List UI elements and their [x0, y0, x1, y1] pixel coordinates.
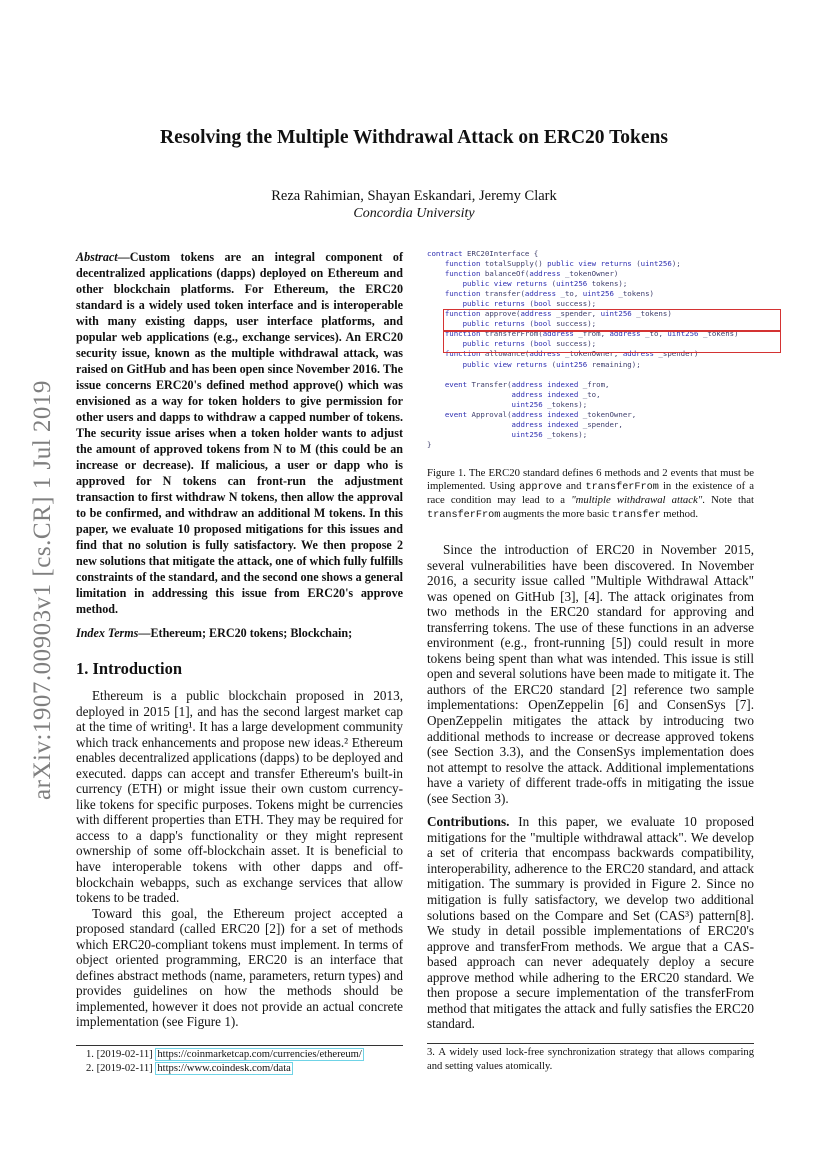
code-line: event Approval(address indexed _tokenOwner,: [444, 409, 637, 419]
paper-title: Resolving the Multiple Withdrawal Attack on ERC20 Tokens: [160, 127, 668, 148]
affiliation: Concordia University: [353, 206, 475, 221]
code-line: public returns (bool success);: [462, 299, 597, 309]
footnote-2: 2. [2019-02-11] https://www.coindesk.com/data: [86, 1063, 291, 1074]
contributions-paragraph: Contributions. In this paper, we evaluate 10 proposed mitigations for the "multiple withdrawal attack". We develop a set of criteria that encompass backwards compatibility, interoperability, adherence to the ERC20 standard, and attack mitigation. The summary is provided in Figure 2. Since no mitigation is fully satisfactory, we develop two additional solutions based on the Compare and Set (CAS³) pattern[8]. We study in detail possible implementations of ERC20's approve and transferFrom methods. We argue that a CAS-based approach can never adequately deploy a secure approve method while adhering to the ERC20 standard. We then propose a secure implementation of the transferFrom method that mitigates the attack and fully satisfies the ERC20 standard.: [427, 814, 755, 1032]
right-column-body: [427, 542, 754, 1032]
code-line: [427, 370, 757, 380]
index-terms-text: —Ethereum; ERC20 tokens; Blockchain;: [138, 626, 353, 640]
code-line: address indexed _to,: [511, 389, 601, 399]
contributions-label: Contributions.: [427, 814, 510, 830]
code-line: }: [427, 439, 432, 449]
code-line: public returns (bool success);: [462, 319, 597, 329]
footnote-link[interactable]: https://coinmarketcap.com/currencies/ethereum/: [157, 1049, 362, 1060]
abstract-text: —Custom tokens are an integral component of decentralized applications (dapps) deployed on Ethereum and other blockchain platforms. For Ethereum, the ERC20 standard is a widely used token interface and is interoperable with many existing dapps, user interface platforms, and popular web applications (e.g., exchange services). An ERC20 security issue, known as the multiple withdrawal attack, was raised on GitHub and has been open since November 2016. The issue concerns ERC20's defined method approve() which was envisioned as a way for token holders to give permission for other users and dapps to withdraw a capped number of tokens. The security issue arises when a token holder wants to adjust the amount of approved tokens from N to M (this could be an increase or decrease). If malicious, a user or dapp who is approved for N tokens can front-run the adjustment transaction to first withdraw N tokens, then allow the approval to be confirmed, and withdraw an additional M tokens. In this paper, we evaluate 10 proposed mitigations for this issues and find that no solution is fully satisfactory. We then propose 2 new solutions that mitigate the attack, one of which fully fulfills constraints of the standard, and the second one shows a general limitation in addressing this issue from ERC20's approve method.: [76, 250, 403, 616]
introduction-body: [76, 688, 403, 1030]
footnote-link[interactable]: https://www.coindesk.com/data: [157, 1063, 291, 1074]
code-line: function transferFrom(address _from, address _to, uint256 _tokens): [444, 329, 739, 339]
code-line: function approve(address _spender, uint256 _tokens): [444, 309, 672, 319]
section-heading: 1. Introduction: [76, 659, 183, 678]
code-line: function transfer(address _to, uint256 _tokens): [444, 289, 654, 299]
intro-paragraph-1: Ethereum is a public blockchain proposed in 2013, deployed in 2015 [1], and has the second largest market cap at the time of writing¹. It has a large development community which track enhancements and propose new ideas.² Ethereum enables decentralized applications (dapps) to be deployed and executed. dapps can accept and transfer Ethereum's built-in currency (ETH) or might issue their own custom currency-like tokens for specific purposes. Tokens might be currencies with different properties than ETH. They may be required for access to a dapp's functionality or they might represent ownership of some off-blockchain asset. It is beneficial to have interoperable tokens with other dapps and off-blockchain webapps, such as exchange services that allow tokens to be traded.: [76, 688, 403, 906]
transferfrom-highlight-box: [443, 330, 781, 353]
code-line: contract ERC20Interface {: [427, 249, 539, 258]
code-line: public view returns (uint256 tokens);: [462, 279, 628, 289]
abstract-label: Abstract: [76, 250, 118, 264]
figure-caption: Figure 1. The ERC20 standard defines 6 methods and 2 events that must be implemented. Using approve and transferFrom in the existence of a race condition may lead to a "multiple withdrawal attack". Note that transferFrom augments the more basic transfer method.: [427, 467, 754, 521]
abstract: [76, 249, 403, 617]
code-line: function totalSupply() public view returns (uint256);: [444, 259, 681, 269]
code-line: public returns (bool success);: [462, 339, 597, 349]
footnote-1: 1. [2019-02-11] https://coinmarketcap.com/currencies/ethereum/: [86, 1049, 362, 1060]
code-line: function allowance(address _tokenOwner, address _spender): [444, 349, 699, 359]
index-terms: [76, 626, 403, 642]
code-line: uint256 _tokens);: [511, 429, 588, 439]
code-line: public view returns (uint256 remaining);: [462, 359, 641, 369]
approve-highlight-box: [443, 309, 781, 332]
authors: Reza Rahimian, Shayan Eskandari, Jeremy Clark: [271, 188, 557, 204]
footnote-3: 3. A widely used lock-free synchronization strategy that allows comparing and setting values atomically.: [427, 1043, 754, 1074]
intro-paragraph-2: Toward this goal, the Ethereum project accepted a proposed standard (called ERC20 [2]) for a set of methods which ERC20-compliant tokens must implement. In terms of object oriented programming, ERC20 is an interface that defines abstract methods (name, parameters, return types) and provides guidelines on how the methods should be implemented, however it does not provide an actual concrete implementation (see Figure 1).: [76, 905, 403, 1030]
index-terms-label: Index Terms: [76, 626, 139, 640]
footnotes: [76, 1045, 403, 1076]
code-line: uint256 _tokens);: [511, 399, 588, 409]
code-line: address indexed _spender,: [511, 419, 623, 429]
arxiv-identifier: arXiv:1907.00903v1 [cs.CR] 1 Jul 2019: [29, 380, 56, 800]
right-paragraph-1: Since the introduction of ERC20 in November 2015, several vulnerabilities have been discovered. In November 2016, a security issue called "Multiple Withdrawal Attack" was opened on GitHub [3], [4]. The attack originates from two methods in the ERC20 standard for approving and transferring tokens. The use of these functions in an adverse environment (e.g., front-running [5]) could result in more tokens being spent than what was intended. This issue is still open and several solutions have been made to mitigate it. The authors of the ERC20 standard [2] reference two sample implementations: OpenZeppelin [6] and ConsenSys [7]. OpenZeppelin mitigates the attack by introducing two additional methods to increase or decrease approved tokens (see Section 3.3), and the ConsenSys implementation does not attempt to resolve the attack. Additional implementations have a variety of different trade-offs in mitigating the issue (see Section 3).: [427, 542, 754, 806]
code-line: function balanceOf(address _tokenOwner): [444, 269, 619, 279]
code-line: event Transfer(address indexed _from,: [444, 379, 610, 389]
